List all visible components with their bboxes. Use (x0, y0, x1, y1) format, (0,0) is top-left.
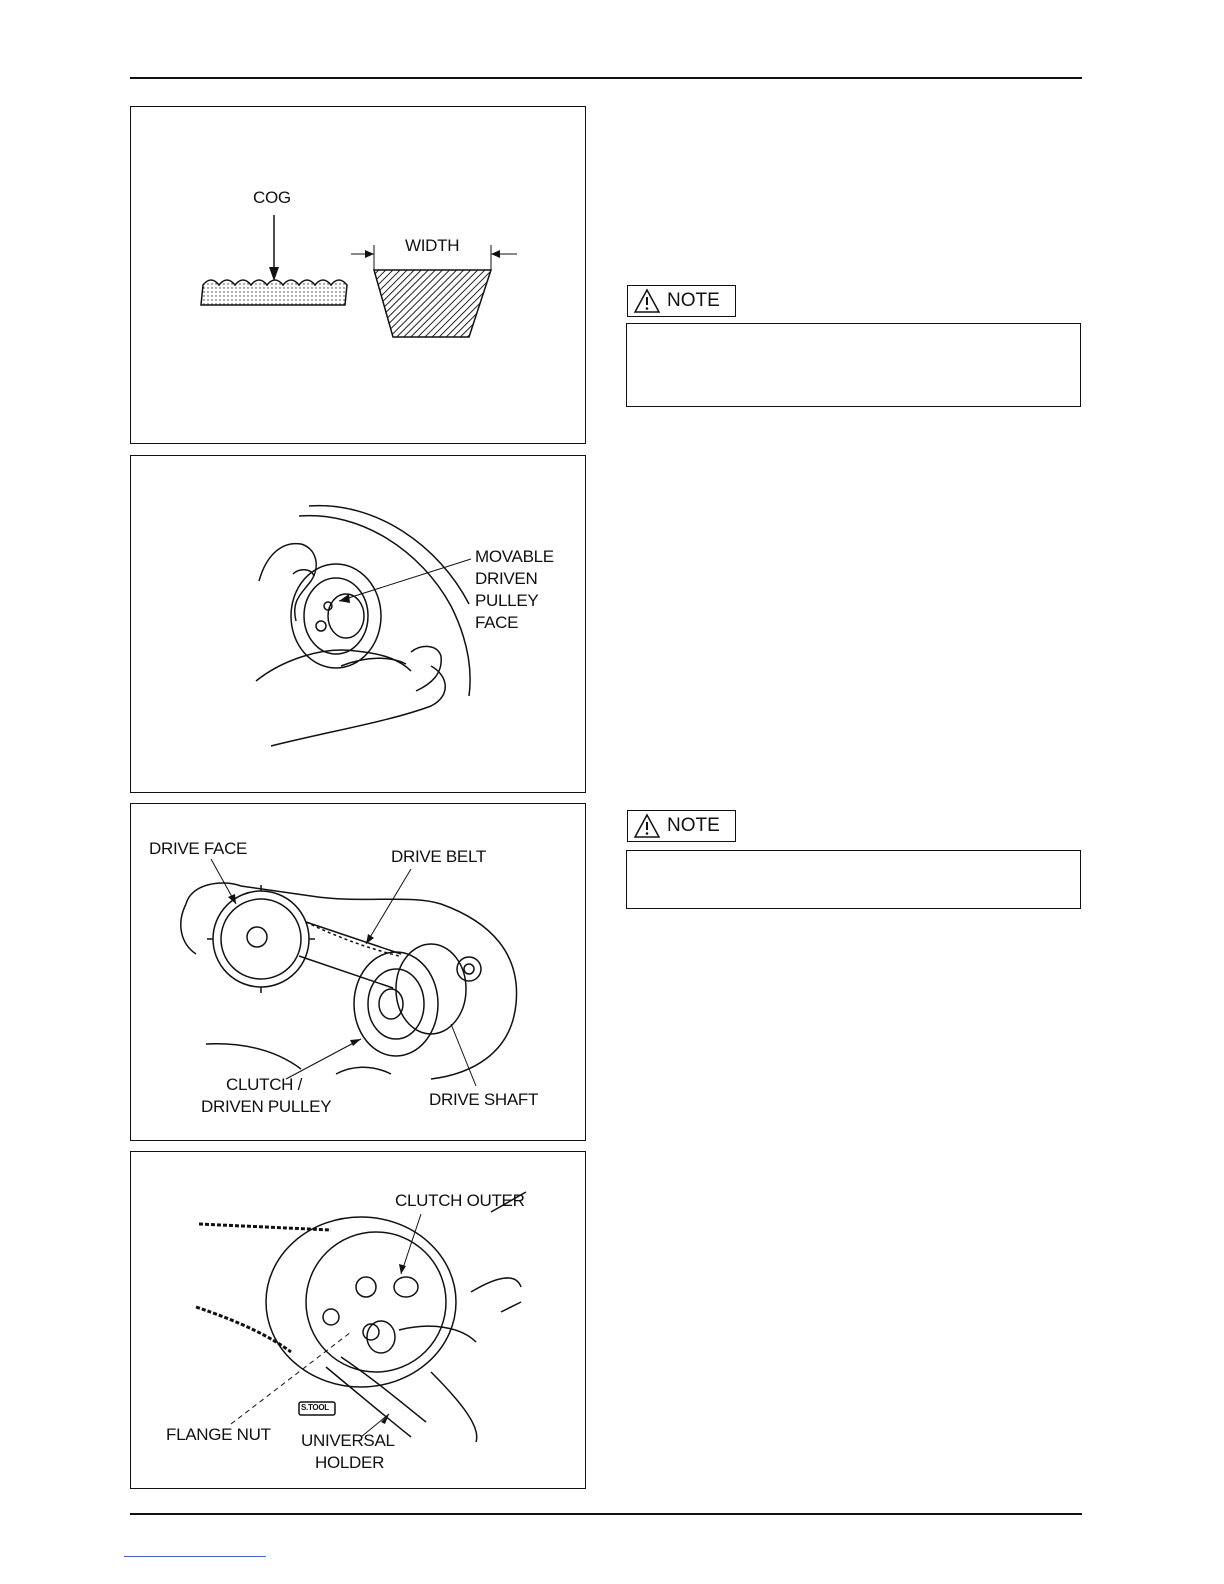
pulley-label-line2: DRIVEN (475, 569, 538, 588)
belt-cross-section (374, 270, 491, 337)
footer-link-underline[interactable] (124, 1556, 266, 1557)
note-box-1 (626, 323, 1081, 407)
header-rule (130, 77, 1082, 79)
warning-icon (633, 288, 661, 314)
cog-belt-profile (201, 280, 347, 305)
figure-pulley-face (130, 455, 586, 793)
note-tag-2 (627, 810, 736, 842)
drive-face-label: DRIVE FACE (149, 839, 248, 858)
pulley-label-line4: FACE (475, 613, 519, 632)
flange-nut-label: FLANGE NUT (166, 1425, 271, 1444)
cog-label: COG (253, 188, 291, 207)
footer-rule (130, 1513, 1082, 1515)
figure-belt-measurement (130, 106, 586, 444)
note-tag-1 (627, 285, 736, 317)
clutch-label-line2: DRIVEN PULLEY (201, 1097, 332, 1116)
width-label: WIDTH (405, 236, 460, 255)
note-box-2 (626, 850, 1081, 909)
note-label-2: NOTE (667, 815, 720, 836)
warning-icon (633, 813, 661, 839)
figure-clutch-outer (130, 1151, 586, 1489)
clutch-outer-label: CLUTCH OUTER (395, 1191, 525, 1210)
drive-belt-label: DRIVE BELT (391, 847, 486, 866)
clutch-label-line1: CLUTCH / (226, 1075, 302, 1094)
tool-tag: S.TOOL (301, 1403, 329, 1412)
pulley-label-line1: MOVABLE (475, 547, 554, 566)
note-label-1: NOTE (667, 290, 720, 311)
holder-label-line1: UNIVERSAL (301, 1431, 395, 1450)
pulley-label-line3: PULLEY (475, 591, 539, 610)
holder-label-line2: HOLDER (315, 1453, 385, 1472)
figure-drive-assembly (130, 803, 586, 1141)
belt-drawing (131, 107, 585, 443)
drive-shaft-label: DRIVE SHAFT (429, 1090, 539, 1109)
